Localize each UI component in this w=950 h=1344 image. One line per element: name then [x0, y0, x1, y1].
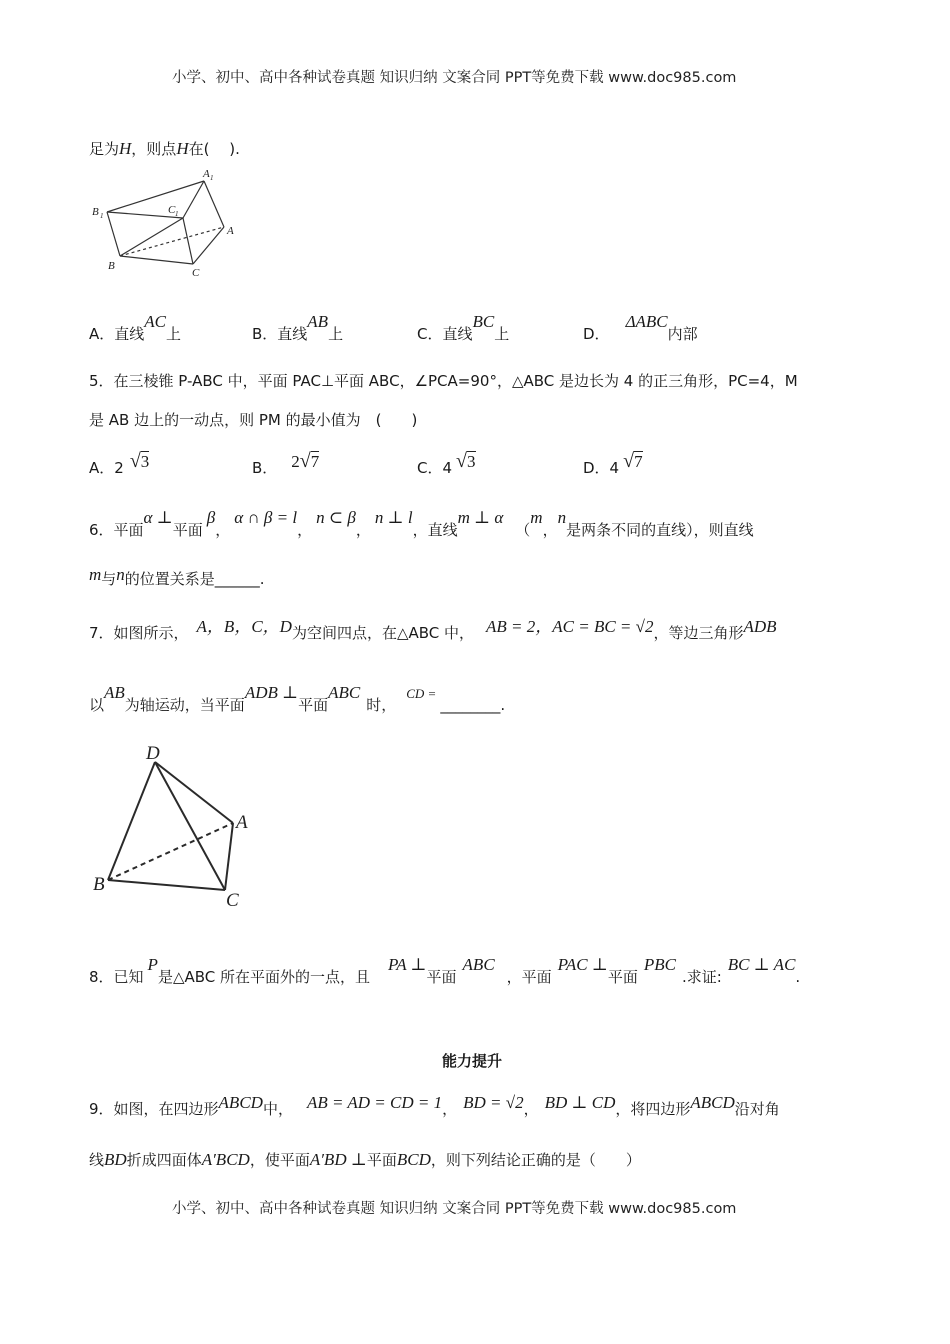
edge-c-a: [225, 823, 233, 890]
edge-a1-a: [204, 181, 224, 227]
q7-tetrahedron-figure: [88, 738, 268, 913]
page-footer: 小学、初中、高中各种试卷真题 知识归纳 文案合同 PPT等免费下载 www.doc985.com: [172, 1201, 737, 1217]
label-c1: C: [168, 204, 176, 216]
edge-c1-c: [183, 218, 193, 264]
edge-b-a-hidden: [120, 227, 224, 256]
q6-line1: 6．平面α ⊥平面β，α ∩ β = l，n ⊂ β，n ⊥ l，直线m ⊥ α（m，n是两条不同的直线），则直线: [89, 508, 754, 539]
label-a1-sub: 1: [210, 174, 214, 182]
q4-option-c[interactable]: C．直线BC上: [417, 312, 510, 343]
edge-b1-b: [107, 212, 120, 256]
q5-option-a[interactable]: A．2 √3: [89, 450, 150, 477]
q9-line1: 9．如图，在四边形ABCD中， AB = AD = CD = 1， BD = √2， BD ⊥ CD，将四边形ABCD沿对角: [89, 1093, 780, 1118]
label-b: B: [108, 260, 115, 272]
page-header: 小学、初中、高中各种试卷真题 知识归纳 文案合同 PPT等免费下载 www.doc985.com: [172, 70, 737, 86]
q5-option-b[interactable]: B． 2√7: [252, 450, 320, 477]
edge-d-a: [155, 762, 233, 823]
edge-b-c: [120, 256, 193, 264]
label-d: D: [146, 743, 160, 764]
q5-line1: 5．在三棱锥 P-ABC 中，平面 PAC⊥平面 ABC，∠PCA=90°，△ABC 是边长为 4 的正三角形，PC=4，M: [89, 372, 798, 390]
q7-line1: 7．如图所示， A，B，C，D为空间四点，在△ABC 中， AB = 2，AC = BC = √2，等边三角形ADB: [89, 617, 777, 642]
label-c: C: [192, 267, 200, 278]
q6-line2: m与n的位置关系是______.: [89, 565, 265, 588]
section-title: 能力提升: [442, 1052, 503, 1070]
edge-d-c: [155, 762, 225, 890]
q4-option-d[interactable]: D．ΔABC内部: [583, 312, 698, 343]
q4-line: 足为H，则点H在( ).: [89, 139, 240, 158]
q8-line: 8．已知P是△ABC 所在平面外的一点，且PA ⊥平面ABC，平面PAC ⊥平面PBC.求证:BC ⊥ AC.: [89, 955, 801, 986]
q4-option-b[interactable]: B．直线AB上: [252, 312, 344, 343]
label-c: C: [226, 890, 239, 911]
edge-d-b: [108, 762, 155, 880]
label-b: B: [93, 874, 105, 895]
edge-b-c1: [120, 218, 183, 256]
q5-option-d[interactable]: D．4 √7: [583, 450, 643, 477]
label-a1: A: [203, 168, 210, 180]
edge-c-a: [193, 227, 224, 264]
label-c1-sub: 1: [175, 210, 179, 218]
edge-b-c: [108, 880, 225, 890]
q4-prism-figure: [86, 168, 246, 278]
q4-option-a[interactable]: A．直线AC上: [89, 312, 182, 343]
label-b1: B: [92, 206, 99, 218]
q9-line2: 线BD折成四面体A′BCD，使平面A′BD ⊥平面BCD，则下列结论正确的是（ ）: [89, 1150, 641, 1169]
label-b1-sub: 1: [100, 212, 104, 220]
label-a: A: [227, 225, 234, 237]
q5-line2: 是 AB 边上的一动点，则 PM 的最小值为 ( ): [89, 411, 418, 429]
q5-option-c[interactable]: C．4 √3: [417, 450, 476, 477]
q7-line2: 以AB为轴运动，当平面ADB ⊥平面ABC时，CD =________.: [89, 683, 506, 714]
label-a: A: [236, 812, 248, 833]
